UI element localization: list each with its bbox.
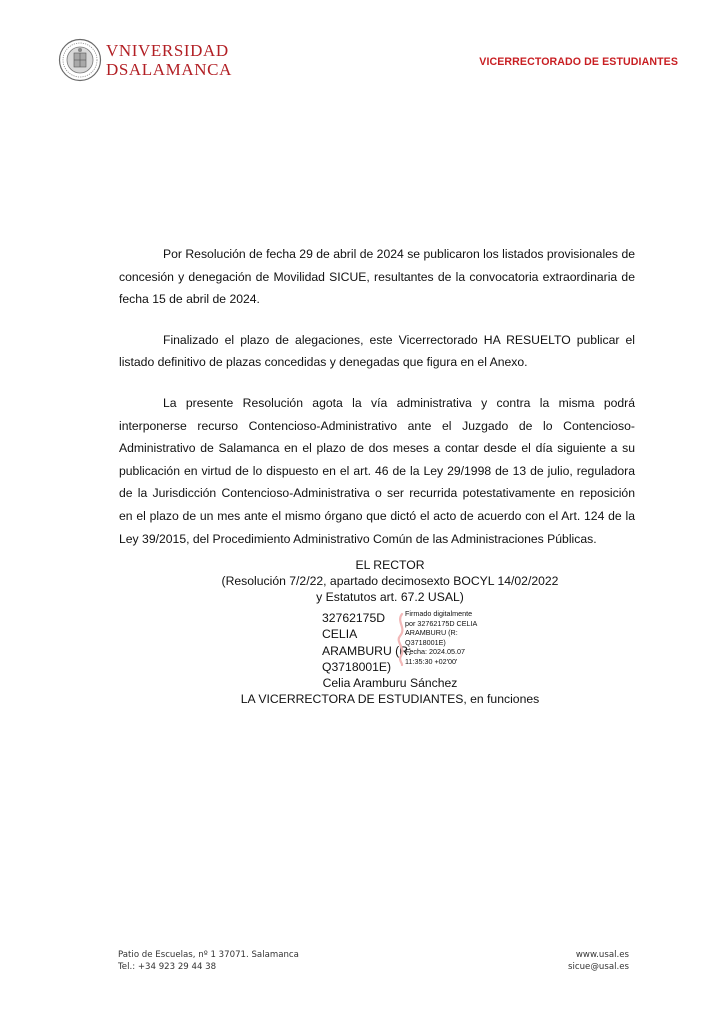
signature-org-id: Q3718001E) <box>322 660 392 675</box>
university-logo <box>58 38 258 82</box>
signature-detail-line: Firmado digitalmente <box>405 609 473 618</box>
footer-website[interactable]: www.usal.es <box>575 950 629 960</box>
signer-role: LA VICERRECTORA DE ESTUDIANTES, en funciones <box>240 692 540 706</box>
footer-phone: Tel.: +34 923 29 44 38 <box>118 961 217 972</box>
department-title: VICERRECTORADO DE ESTUDIANTES <box>479 56 678 68</box>
paragraph-appeal: La presente Resolución agota la vía administrativa y contra la misma podrá interponerse recurso Contencioso-Administrativo ante el Juzgado de lo Contencioso-Administrativo de Salamanca en el plazo de dos meses a contar desde el día siguiente a su publicación en virtud de lo dispuesto en el art. 46 de la Ley 29/1998 de 13 de julio, reguladora de la Jurisdicción Contencioso-Administrativa o ser recurrida potestativamente en reposición en el plazo de un mes ante el mismo órgano que dictó el acto de acuerdo con el Art. 124 de la Ley 39/2015, del Procedimiento Administrativo Común de las Administraciones Públicas. <box>119 395 635 546</box>
signature-detail-line: ARAMBURU (R: <box>405 628 458 638</box>
signer-block <box>200 675 580 707</box>
footer-contact <box>118 950 299 973</box>
signature-first-name: CELIA <box>322 627 358 642</box>
university-name-line2: DSALAMANCA <box>106 60 232 79</box>
signature-time: 11:35:30 +02'00' <box>405 656 458 666</box>
paragraph-provisional-lists: Por Resolución de fecha 29 de abril de 2024 se publicaron los listados provisionales de concesión y denegación de Movilidad SICUE, resultantes de la convocatoria extraordinaria de fecha 15 de abril de 2024. <box>119 247 635 307</box>
rector-title: EL RECTOR <box>355 558 425 572</box>
signer-name: Celia Aramburu Sánchez <box>322 676 458 690</box>
university-name-line1: VNIVERSIDAD <box>106 41 229 60</box>
university-seal-icon <box>58 38 102 82</box>
signature-detail-line: Q3718001E) <box>405 637 446 647</box>
resolution-reference-line1: (Resolución 7/2/22, apartado decimosexto BOCYL 14/02/2022 <box>221 574 559 588</box>
digital-signature-details <box>405 609 477 667</box>
resolution-reference-line2: y Estatutos art. 67.2 USAL) <box>316 590 464 604</box>
footer-online <box>568 950 629 973</box>
signature-detail-line: por 32762175D CELIA <box>405 618 478 628</box>
signature-heading <box>200 557 580 605</box>
signature-surname: ARAMBURU (R: <box>322 643 412 658</box>
paragraph-resolution: Finalizado el plazo de alegaciones, este Vicerrectorado HA RESUELTO publicar el listado definitivo de plazas concedidas y denegadas que figura en el Anexo. <box>119 332 635 370</box>
signature-id: 32762175D <box>322 611 386 625</box>
footer-email[interactable]: sicue@usal.es <box>568 961 629 972</box>
resolution-body <box>119 243 635 568</box>
signature-date: Fecha: 2024.05.07 <box>405 647 465 657</box>
footer-address: Patio de Escuelas, nº 1 37071. Salamanca <box>118 950 299 960</box>
